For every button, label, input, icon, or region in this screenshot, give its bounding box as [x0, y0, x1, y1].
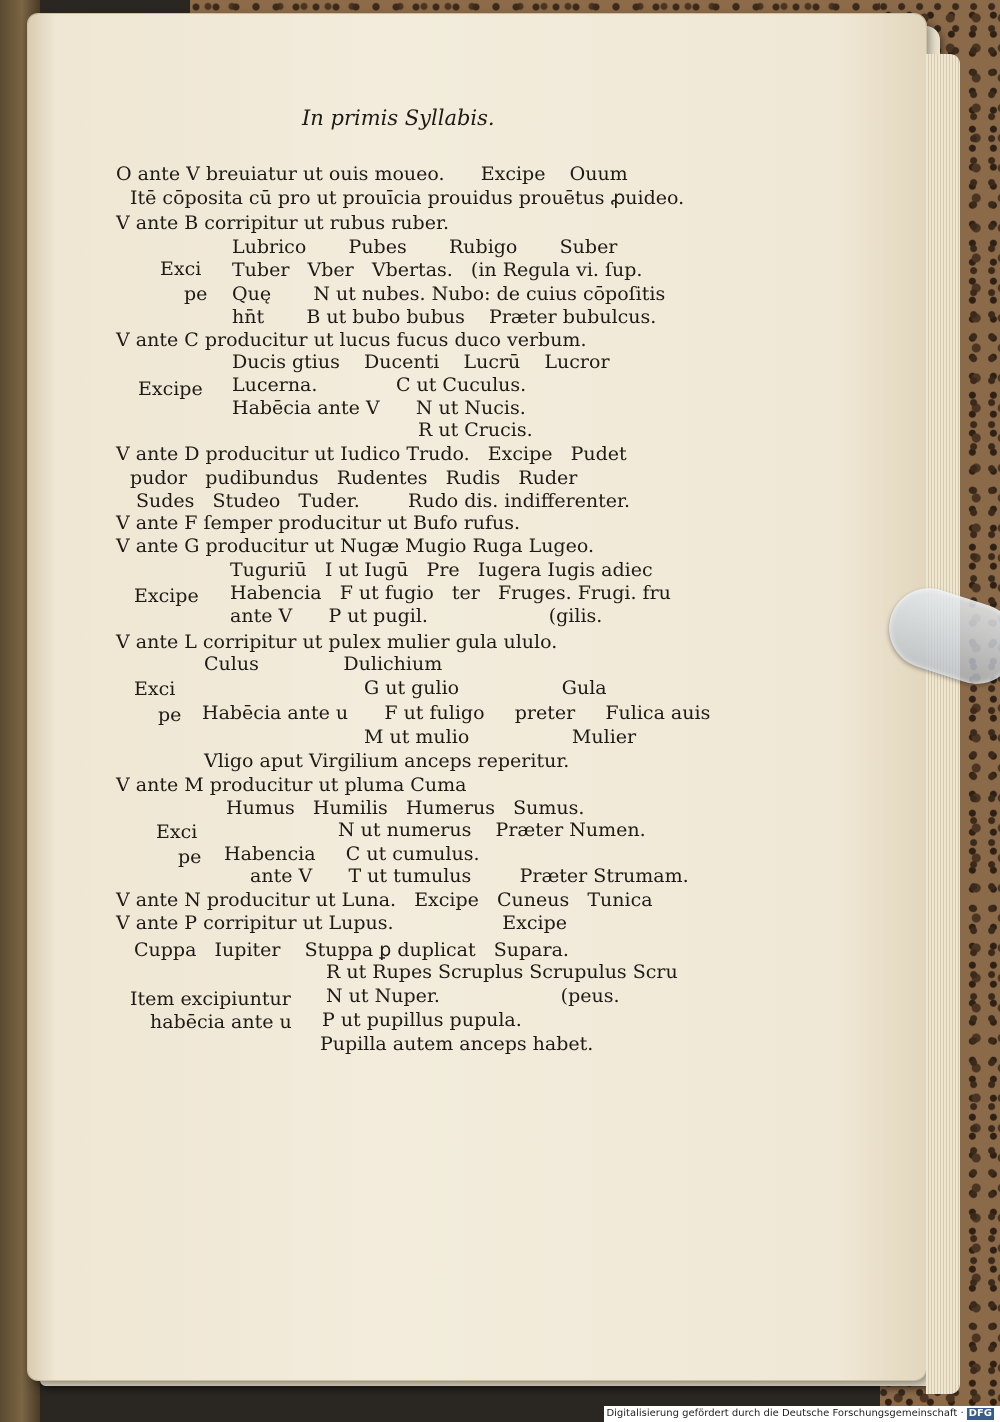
text-line: Lucerna. C ut Cuculus.: [232, 374, 527, 396]
text-line: O ante V breuiatur ut ouis moueo. Excipe Ouum: [116, 163, 628, 185]
text-line: Exci: [134, 678, 176, 700]
text-line: R ut Crucis.: [418, 419, 533, 441]
text-line: V ante P corripitur ut Lupus. Excipe: [116, 912, 567, 934]
text-line: M ut mulio Mulier: [364, 726, 637, 748]
text-line: V ante M producitur ut pluma Cuma: [116, 774, 467, 796]
text-line: Sudes Studeo Tuder. Rudo dis. indifferenter.: [136, 490, 631, 512]
text-line: Habēcia ante V N ut Nucis.: [232, 397, 526, 419]
text-line: Excipe: [138, 378, 203, 400]
running-head: In primis Syllabis.: [302, 106, 495, 130]
text-line: Itē cōposita cū pro ut prouīcia prouidus prouētus ꝓuideo.: [130, 187, 685, 209]
footer-credit: Digitalisierung gefördert durch die Deutsche Forschungsgemeinschaft ·: [606, 1408, 964, 1419]
text-line: Tuguriū I ut Iugū Pre Iugera Iugis adiec: [230, 559, 653, 581]
text-line: Vligo aput Virgilium anceps reperitur.: [204, 750, 570, 772]
text-line: Habencia C ut cumulus.: [224, 843, 480, 865]
text-line: Excipe: [134, 585, 199, 607]
text-line: V ante N producitur ut Luna. Excipe Cuneus Tunica: [116, 889, 653, 911]
text-line: Lubrico Pubes Rubigo Suber: [232, 236, 618, 258]
text-line: Quę N ut nubes. Nubo: de cuius cōpoſitis: [232, 283, 666, 305]
text-line: hn̄t B ut bubo bubus Præter bubulcus.: [232, 306, 657, 328]
text-line: pe: [184, 283, 208, 305]
text-line: pudor pudibundus Rudentes Rudis Ruder: [130, 467, 578, 489]
text-line: habēcia ante u: [150, 1011, 292, 1033]
text-line: V ante B corripitur ut rubus ruber.: [116, 212, 449, 234]
text-line: V ante C producitur ut lucus fucus duco verbum.: [116, 329, 587, 351]
text-line: Exci: [156, 821, 198, 843]
text-line: Humus Humilis Humerus Sumus.: [226, 797, 585, 819]
text-line: ante V T ut tumulus Præter Strumam.: [250, 865, 689, 887]
text-line: Cuppa Iupiter Stuppa ꝑ duplicat Supara.: [134, 939, 569, 961]
text-line: Habēcia ante u F ut fuligo preter Fulica auis: [202, 702, 711, 724]
text-line: Tuber Vber Vbertas. (in Regula vi. ſup.: [232, 259, 643, 281]
text-line: Pupilla autem anceps habet.: [320, 1033, 594, 1055]
text-line: Culus Dulichium: [204, 653, 443, 675]
text-line: pe: [158, 704, 182, 726]
text-line: R ut Rupes Scruplus Scrupulus Scru: [326, 961, 678, 983]
text-line: Ducis gtius Ducenti Lucrū Lucror: [232, 351, 610, 373]
text-line: Item excipiuntur: [130, 988, 291, 1010]
text-line: V ante F ſemper producitur ut Bufo rufus.: [116, 512, 521, 534]
text-line: V ante L corripitur ut pulex mulier gula ululo.: [116, 631, 558, 653]
dfg-logo: DFG: [968, 1408, 992, 1419]
text-line: Habencia F ut fugio ter Fruges. Frugi. fru: [230, 582, 671, 604]
text-line: G ut gulio Gula: [364, 677, 607, 699]
text-line: N ut numerus Præter Numen.: [338, 819, 646, 841]
text-line: Exci: [160, 258, 202, 280]
digitization-footer: [604, 1406, 1000, 1422]
text-line: V ante D producitur ut Iudico Trudo. Excipe Pudet: [116, 443, 627, 465]
text-line: P ut pupillus pupula.: [322, 1009, 522, 1031]
text-line: ante V P ut pugil. (gilis.: [230, 605, 603, 627]
text-line: N ut Nuper. (peus.: [326, 985, 620, 1007]
text-line: pe: [178, 846, 202, 868]
text-line: V ante G producitur ut Nugæ Mugio Ruga Lugeo.: [116, 535, 594, 557]
